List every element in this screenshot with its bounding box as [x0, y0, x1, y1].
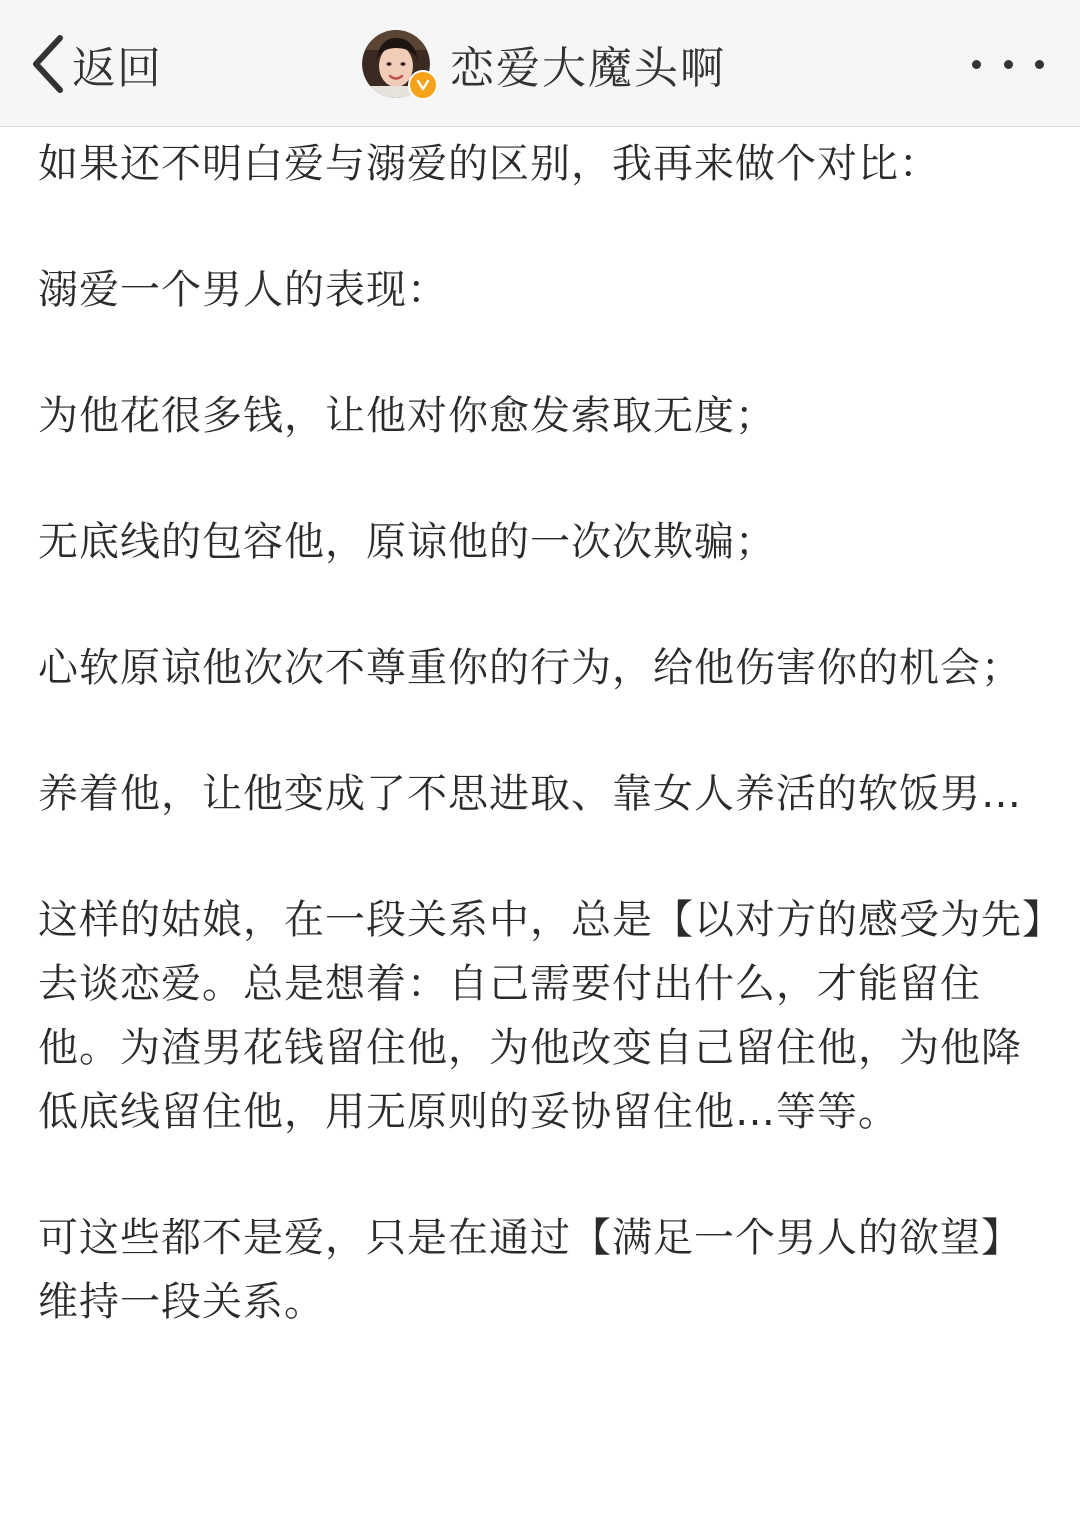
- dot: [972, 60, 981, 69]
- paragraph: 溺爱一个男人的表现：: [38, 267, 448, 313]
- verified-badge-icon: [408, 70, 438, 100]
- paragraph: 养着他，让他变成了不思进取、靠女人养活的软饭男…: [38, 771, 1022, 817]
- paragraph: 可这些都不是爱，只是在通过【满足一个男人的欲望】维持一段关系。: [38, 1215, 1022, 1325]
- dot: [1004, 60, 1013, 69]
- paragraph: 为他花很多钱，让他对你愈发索取无度；: [38, 393, 776, 439]
- avatar[interactable]: [362, 30, 430, 98]
- top-nav-bar: [0, 0, 1080, 127]
- paragraph: 无底线的包容他，原谅他的一次次欺骗；: [38, 519, 776, 565]
- back-button[interactable]: [30, 28, 162, 100]
- back-label: 返回: [72, 43, 162, 94]
- paragraph: 这样的姑娘，在一段关系中，总是【以对方的感受为先】去谈恋爱。总是想着：自己需要付出什么，才能留住他。为渣男花钱留住他，为他改变自己留住他，为他降低底线留住他，用无原则的妥协留住他…等等。: [38, 897, 1043, 1135]
- chevron-left-icon: [30, 34, 64, 94]
- more-dots-icon[interactable]: [972, 44, 1044, 84]
- author-name[interactable]: 恋爱大魔头啊: [450, 43, 726, 94]
- dot: [1035, 60, 1044, 69]
- paragraph: 心软原谅他次次不尊重你的行为，给他伤害你的机会；: [38, 645, 1022, 691]
- paragraph: 如果还不明白爱与溺爱的区别，我再来做个对比：: [38, 141, 940, 187]
- article-body: [38, 132, 1048, 1396]
- author-profile[interactable]: [362, 28, 726, 100]
